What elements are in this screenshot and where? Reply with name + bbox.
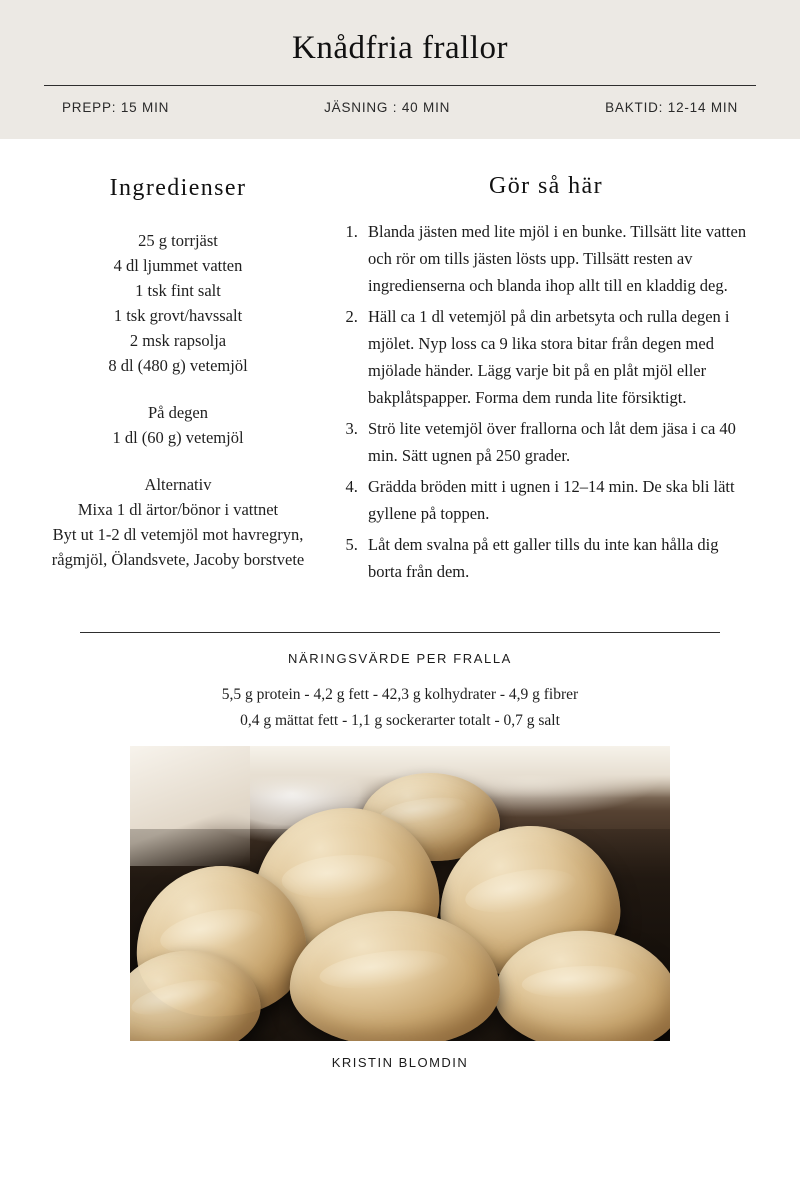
ingredient-line: 8 dl (480 g) vetemjöl (108, 356, 248, 375)
nutrition-line: 0,4 g mättat fett - 1,1 g sockerarter totalt - 0,7 g salt (240, 712, 560, 729)
ingredient-line: 1 tsk grovt/havssalt (113, 306, 243, 325)
meta-proof-time: JÄSNING : 40 MIN (324, 100, 451, 115)
step-item: 1. Blanda jästen med lite mjöl i en bunke. Tillsätt lite vatten och rör om tills jästen lösts upp. Tillsätt resten av ingredienserna och blanda ihop allt till en kladdig deg. (362, 218, 756, 299)
ingredients-column (44, 173, 312, 594)
ingredients-group-dough (44, 400, 312, 450)
ingredient-line: 4 dl ljummet vatten (113, 256, 243, 275)
step-item: 2. Häll ca 1 dl vetemjöl på din arbetsyta och rulla degen i mjölet. Nyp loss ca 9 lika stora bitar från degen med mjölade händer. Lägg varje bit på en plåt mjöl eller bakplåtspapper. Forma dem runda lite försiktigt. (362, 303, 756, 411)
bread-rolls-photo (130, 746, 670, 1041)
nutrition-section (80, 632, 720, 734)
ingredient-line: 2 msk rapsolja (129, 331, 227, 350)
meta-prep-time: PREPP: 15 MIN (62, 100, 170, 115)
ingredients-group-main (44, 228, 312, 378)
recipe-header (0, 0, 800, 139)
ingredient-line: 1 tsk fint salt (135, 281, 221, 300)
steps-list (336, 218, 756, 585)
step-item: 4. Grädda bröden mitt i ugnen i 12–14 min. De ska bli lätt gyllene på toppen. (362, 473, 756, 527)
ingredients-heading: Ingredienser (109, 175, 247, 201)
ingredient-line: 1 dl (60 g) vetemjöl (112, 428, 244, 447)
ingredient-line: 25 g torrjäst (138, 231, 218, 250)
page-title: Knådfria frallor (292, 30, 508, 66)
ingredients-subheading: På degen (147, 403, 209, 422)
recipe-body (0, 139, 800, 594)
steps-heading: Gör så här (489, 173, 603, 199)
ingredients-subheading: Alternativ (144, 475, 212, 494)
meta-bake-time: BAKTID: 12-14 MIN (605, 100, 738, 115)
nutrition-title: NÄRINGSVÄRDE PER FRALLA (288, 651, 512, 666)
ingredient-line: Mixa 1 dl ärtor/bönor i vattnet (77, 500, 279, 519)
steps-column (312, 173, 756, 594)
nutrition-line: 5,5 g protein - 4,2 g fett - 42,3 g kolhydrater - 4,9 g fibrer (221, 686, 579, 703)
ingredient-line: Byt ut 1-2 dl vetemjöl mot havregryn, rågmjöl, Ölandsvete, Jacoby borstvete (51, 525, 305, 569)
ingredients-group-alternative (44, 472, 312, 572)
author-credit: KRISTIN BLOMDIN (331, 1055, 469, 1070)
step-item: 3. Strö lite vetemjöl över frallorna och låt dem jäsa i ca 40 min. Sätt ugnen på 250 grader. (362, 415, 756, 469)
step-item: 5. Låt dem svalna på ett galler tills du inte kan hålla dig borta från dem. (362, 531, 756, 585)
recipe-meta-row (40, 86, 760, 117)
